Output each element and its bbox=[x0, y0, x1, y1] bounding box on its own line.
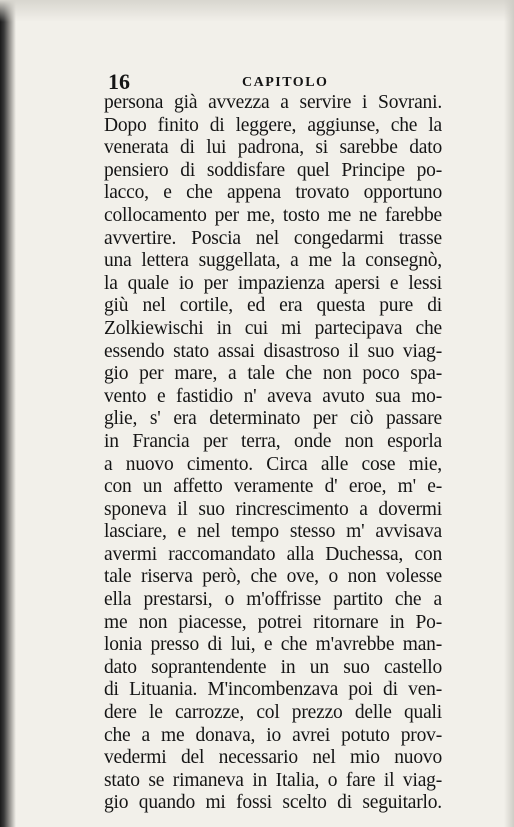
text-line: stato se rimaneva in Italia, o fare il viag- bbox=[104, 769, 442, 791]
text-line: Zolkiewischi in cui mi partecipava che bbox=[104, 317, 442, 339]
text-line: dato soprantendente in un suo castello bbox=[104, 656, 442, 678]
text-line: Dopo finito di leggere, aggiunse, che la bbox=[104, 114, 442, 136]
text-line: persona già avvezza a servire i Sovrani. bbox=[104, 92, 442, 113]
body-text bbox=[104, 92, 442, 815]
text-line: che a me donava, io avrei potuto prov- bbox=[104, 724, 442, 746]
text-line: gio quando mi fossi scelto di seguitarlo. bbox=[104, 792, 442, 814]
text-line: ella prestarsi, o m'offrisse partito che a bbox=[104, 589, 442, 611]
text-line: lonia presso di lui, e che m'avrebbe man- bbox=[104, 634, 442, 656]
text-line: vedermi del necessario nel mio nuovo bbox=[104, 747, 442, 769]
text-line: avermi raccomandato alla Duchessa, con bbox=[104, 543, 442, 565]
text-line: a nuovo cimento. Circa alle cose mie, bbox=[104, 453, 442, 475]
text-line: in Francia per terra, onde non esporla bbox=[104, 430, 442, 452]
running-head bbox=[108, 70, 432, 94]
page-right-edge bbox=[504, 0, 514, 827]
text-line: la quale io per impazienza apersi e lessi bbox=[104, 272, 442, 294]
text-line: dere le carrozze, col prezzo delle quali bbox=[104, 702, 442, 724]
text-line: collocamento per me, tosto me ne farebbe bbox=[104, 204, 442, 226]
text-line: gio per mare, a tale che non poco spa- bbox=[104, 363, 442, 385]
page-number: 16 bbox=[108, 69, 130, 94]
text-line: venerata di lui padrona, si sarebbe dato bbox=[104, 137, 442, 159]
text-line: una lettera suggellata, a me la consegnò, bbox=[104, 250, 442, 272]
text-line: glie, s' era determinato per ciò passare bbox=[104, 408, 442, 430]
text-line: di Lituania. M'incombenzava poi di ven- bbox=[104, 679, 442, 701]
text-line: pensiero di soddisfare quel Principe po- bbox=[104, 159, 442, 181]
text-line: sponeva il suo rincrescimento a dovermi bbox=[104, 498, 442, 520]
text-line: tale riserva però, che ove, o non volesse bbox=[104, 566, 442, 588]
page-top-edge bbox=[0, 0, 514, 22]
text-line: lasciare, e nel tempo stesso m' avvisava bbox=[104, 521, 442, 543]
text-line: essendo stato assai disastroso il suo viag- bbox=[104, 340, 442, 362]
text-line: lacco, e che appena trovato opportuno bbox=[104, 182, 442, 204]
text-line: vento e fastidio n' aveva avuto sua mo- bbox=[104, 385, 442, 407]
page-binding-shadow bbox=[0, 0, 16, 827]
chapter-heading: CAPITOLO bbox=[242, 75, 329, 90]
text-line: giù nel cortile, ed era questa pure di bbox=[104, 295, 442, 317]
text-line: con un affetto veramente d' eroe, m' e- bbox=[104, 476, 442, 498]
text-line: avvertire. Poscia nel congedarmi trasse bbox=[104, 227, 442, 249]
text-line: me non piacesse, potrei ritornare in Po- bbox=[104, 611, 442, 633]
